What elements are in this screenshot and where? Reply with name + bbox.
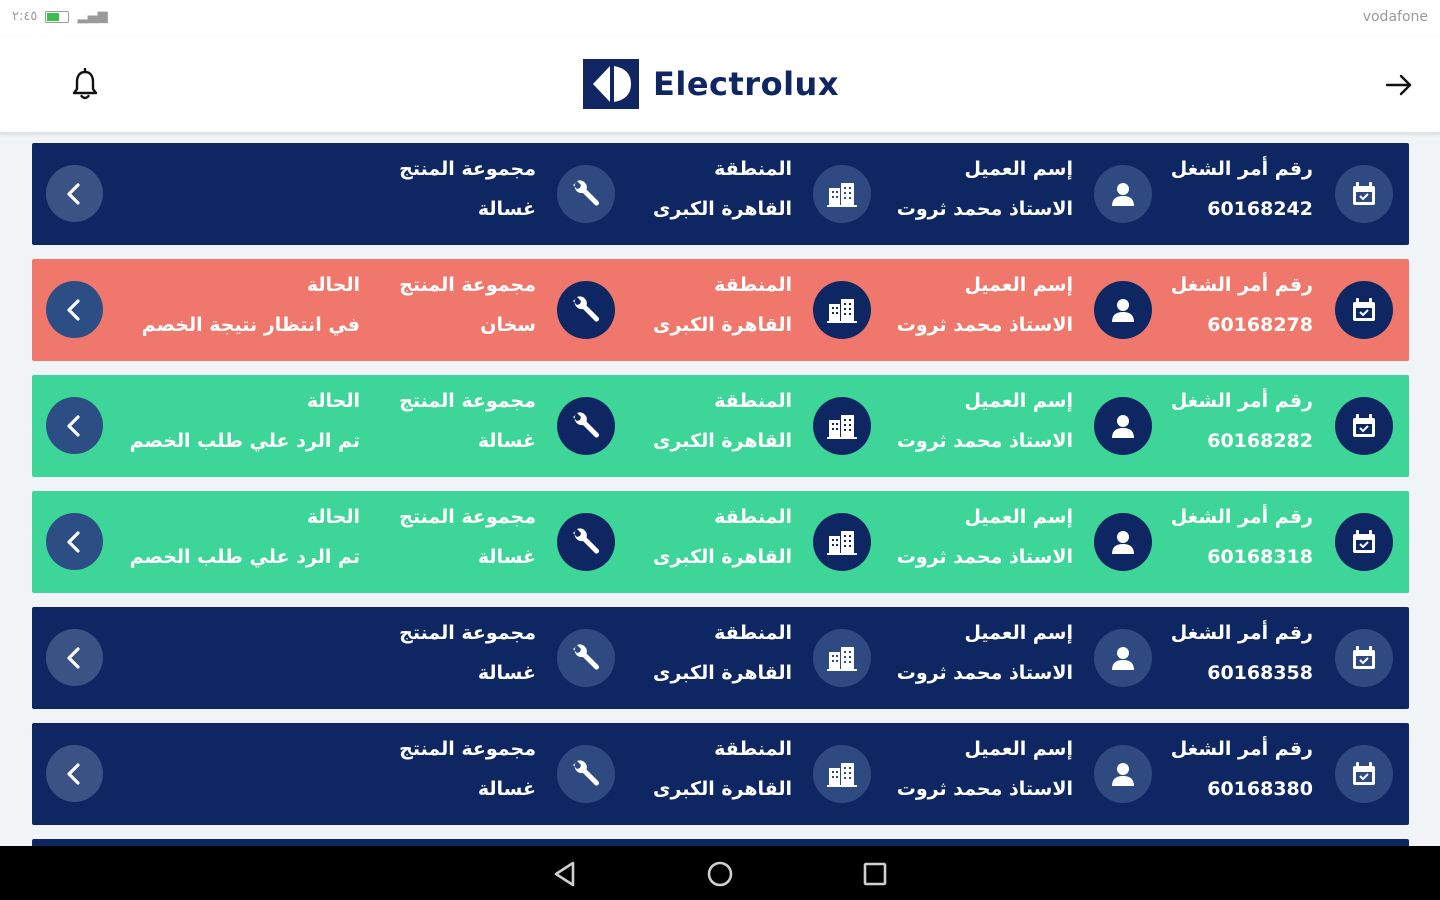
- chevron-left-icon[interactable]: [46, 397, 103, 454]
- status-value: تم الرد علي طلب الخصم: [129, 430, 360, 452]
- user-icon: [1094, 745, 1152, 803]
- battery-icon: [45, 11, 69, 23]
- work-order-number-field: [1133, 737, 1313, 801]
- wrench-icon: [557, 397, 615, 455]
- status-field: [100, 273, 360, 337]
- customer-name: الاستاذ محمد ثروت: [896, 662, 1073, 684]
- work-order-number-field: [1133, 505, 1313, 569]
- system-nav-bar: [0, 846, 1440, 900]
- product-group-label: مجموعة المنتج: [399, 158, 536, 180]
- status-label: الحالة: [306, 274, 360, 296]
- buildings-icon: [813, 281, 871, 339]
- wrench-icon: [557, 165, 615, 223]
- work-order-label: رقم أمر الشغل: [1170, 158, 1313, 180]
- nav-recents-icon[interactable]: [861, 860, 889, 888]
- status-label: الحالة: [306, 390, 360, 412]
- product-group-label: مجموعة المنتج: [399, 738, 536, 760]
- work-order-number: 60168358: [1207, 662, 1313, 684]
- work-order-label: رقم أمر الشغل: [1170, 274, 1313, 296]
- wrench-icon: [557, 281, 615, 339]
- product-group-label: مجموعة المنتج: [399, 390, 536, 412]
- work-order-number: 60168380: [1207, 778, 1313, 800]
- status-time: ‏٢:٤٥: [12, 9, 38, 24]
- work-order-label: رقم أمر الشغل: [1170, 738, 1313, 760]
- calendar-box-icon: [1335, 513, 1393, 571]
- status-value: تم الرد علي طلب الخصم: [129, 546, 360, 568]
- work-order-label: رقم أمر الشغل: [1170, 506, 1313, 528]
- carrier-name: vodafone: [1362, 9, 1428, 25]
- region-field: [592, 157, 792, 221]
- work-order-number-field: [1133, 273, 1313, 337]
- work-order-card[interactable]: [32, 491, 1409, 593]
- customer-name: الاستاذ محمد ثروت: [896, 314, 1073, 336]
- brand-logo: [583, 58, 839, 110]
- nav-home-icon[interactable]: [706, 860, 734, 888]
- product-group-label: مجموعة المنتج: [399, 274, 536, 296]
- signal-icon: ▂▄▆: [77, 9, 108, 24]
- chevron-left-icon[interactable]: [46, 629, 103, 686]
- calendar-box-icon: [1335, 281, 1393, 339]
- chevron-left-icon[interactable]: [46, 281, 103, 338]
- customer-label: إسم العميل: [964, 622, 1073, 644]
- status-field: [100, 505, 360, 569]
- product-group-value: سخان: [480, 314, 536, 336]
- brand-name: Electrolux: [653, 65, 839, 103]
- status-bar: [0, 0, 1440, 36]
- bell-icon[interactable]: [70, 68, 100, 102]
- calendar-box-icon: [1335, 745, 1393, 803]
- customer-name: الاستاذ محمد ثروت: [896, 430, 1073, 452]
- region-value: القاهرة الكبرى: [653, 662, 792, 684]
- chevron-left-icon[interactable]: [46, 165, 103, 222]
- status-bar-left: [12, 9, 108, 24]
- status-value: في انتظار نتيجة الخصم: [141, 314, 360, 336]
- region-label: المنطقة: [714, 158, 792, 180]
- user-icon: [1094, 281, 1152, 339]
- work-order-list: [32, 143, 1409, 863]
- work-order-label: رقم أمر الشغل: [1170, 390, 1313, 412]
- region-field: [592, 389, 792, 453]
- product-group-value: غسالة: [477, 778, 536, 800]
- region-value: القاهرة الكبرى: [653, 546, 792, 568]
- region-label: المنطقة: [714, 274, 792, 296]
- wrench-icon: [557, 629, 615, 687]
- user-icon: [1094, 629, 1152, 687]
- region-label: المنطقة: [714, 622, 792, 644]
- work-order-card[interactable]: [32, 259, 1409, 361]
- user-icon: [1094, 513, 1152, 571]
- chevron-left-icon[interactable]: [46, 745, 103, 802]
- region-label: المنطقة: [714, 390, 792, 412]
- customer-name: الاستاذ محمد ثروت: [896, 778, 1073, 800]
- work-order-number-field: [1133, 389, 1313, 453]
- region-field: [592, 273, 792, 337]
- product-group-label: مجموعة المنتج: [399, 506, 536, 528]
- arrow-right-icon[interactable]: [1384, 70, 1414, 100]
- status-field: [100, 389, 360, 453]
- product-group-value: غسالة: [477, 198, 536, 220]
- user-icon: [1094, 165, 1152, 223]
- product-group-value: غسالة: [477, 430, 536, 452]
- work-order-card[interactable]: [32, 143, 1409, 245]
- customer-label: إسم العميل: [964, 390, 1073, 412]
- product-group-field: [296, 157, 536, 221]
- buildings-icon: [813, 513, 871, 571]
- buildings-icon: [813, 745, 871, 803]
- customer-label: إسم العميل: [964, 506, 1073, 528]
- region-label: المنطقة: [714, 506, 792, 528]
- work-order-number: 60168318: [1207, 546, 1313, 568]
- buildings-icon: [813, 629, 871, 687]
- customer-name: الاستاذ محمد ثروت: [896, 198, 1073, 220]
- product-group-value: غسالة: [477, 662, 536, 684]
- region-value: القاهرة الكبرى: [653, 314, 792, 336]
- product-group-label: مجموعة المنتج: [399, 622, 536, 644]
- region-value: القاهرة الكبرى: [653, 198, 792, 220]
- wrench-icon: [557, 513, 615, 571]
- region-field: [592, 505, 792, 569]
- work-order-number-field: [1133, 157, 1313, 221]
- wrench-icon: [557, 745, 615, 803]
- region-value: القاهرة الكبرى: [653, 778, 792, 800]
- region-field: [592, 621, 792, 685]
- product-group-field: [296, 621, 536, 685]
- nav-back-icon[interactable]: [551, 860, 579, 888]
- work-order-number-field: [1133, 621, 1313, 685]
- product-group-value: غسالة: [477, 546, 536, 568]
- work-order-number: 60168282: [1207, 430, 1313, 452]
- chevron-left-icon[interactable]: [46, 513, 103, 570]
- work-order-card[interactable]: [32, 375, 1409, 477]
- region-field: [592, 737, 792, 801]
- customer-label: إسم العميل: [964, 738, 1073, 760]
- customer-label: إسم العميل: [964, 274, 1073, 296]
- customer-label: إسم العميل: [964, 158, 1073, 180]
- calendar-box-icon: [1335, 397, 1393, 455]
- work-order-card[interactable]: [32, 607, 1409, 709]
- region-value: القاهرة الكبرى: [653, 430, 792, 452]
- work-order-card[interactable]: [32, 723, 1409, 825]
- work-order-number: 60168242: [1207, 198, 1313, 220]
- work-order-number: 60168278: [1207, 314, 1313, 336]
- buildings-icon: [813, 165, 871, 223]
- status-label: الحالة: [306, 506, 360, 528]
- buildings-icon: [813, 397, 871, 455]
- region-label: المنطقة: [714, 738, 792, 760]
- work-order-label: رقم أمر الشغل: [1170, 622, 1313, 644]
- status-bar-right: [1363, 9, 1428, 25]
- calendar-box-icon: [1335, 165, 1393, 223]
- product-group-field: [296, 737, 536, 801]
- user-icon: [1094, 397, 1152, 455]
- customer-name: الاستاذ محمد ثروت: [896, 546, 1073, 568]
- calendar-box-icon: [1335, 629, 1393, 687]
- electrolux-logo-icon: [583, 59, 639, 109]
- app-bar: [0, 36, 1440, 134]
